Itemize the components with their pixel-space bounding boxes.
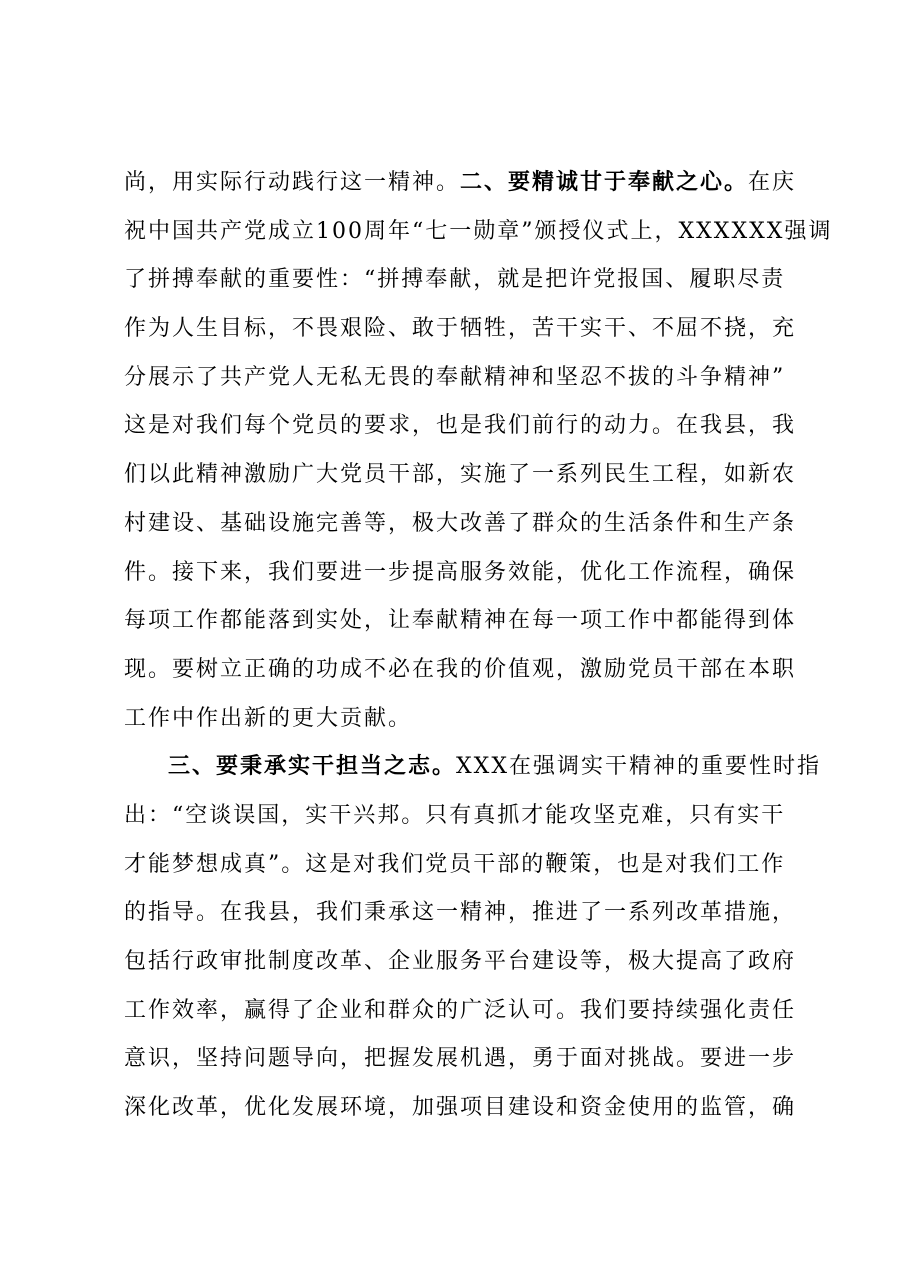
- text-line-paragraph-start: 三、要秉承实干担当之志。XXX在强调实干精神的重要性时指: [168, 754, 822, 780]
- text-line: 这是对我们每个党员的要求，也是我们前行的动力。在我县，我: [124, 413, 797, 439]
- text-line: 分展示了共产党人无私无畏的奉献精神和坚忍不拔的斗争精神”: [124, 364, 786, 390]
- text-line: 们以此精神激励广大党员干部，实施了一系列民生工程，如新农: [124, 462, 797, 488]
- text-line: 深化改革，优化发展环境，加强项目建设和资金使用的监管，确: [124, 1095, 797, 1121]
- text-line: 了拼搏奉献的重要性：“拼搏奉献，就是把许党报国、履职尽责: [124, 267, 786, 293]
- text-line: 工作中作出新的更大贡献。: [124, 705, 413, 731]
- text-line: 现。要树立正确的功成不必在我的价值观，激励党员干部在本职: [124, 656, 797, 682]
- text-line: 意识，坚持问题导向，把握发展机遇，勇于面对挑战。要进一步: [124, 1046, 797, 1072]
- text-line: 包括行政审批制度改革、企业服务平台建设等，极大提高了政府: [124, 949, 797, 974]
- text-line: 件。接下来，我们要进一步提高服务效能，优化工作流程，确保: [124, 559, 797, 585]
- text-line: 才能梦想成真”。这是对我们党员干部的鞭策，也是对我们工作: [124, 851, 786, 877]
- text-line: 出：“空谈误国，实干兴邦。只有真抓才能攻坚克难，只有实干: [124, 802, 786, 828]
- text-line: 工作效率，赢得了企业和群众的广泛认可。我们要持续强化责任: [124, 997, 797, 1023]
- text-line: 村建设、基础设施完善等，极大改善了群众的生活条件和生产条: [124, 510, 797, 536]
- text-line: 每项工作都能落到实处，让奉献精神在每一项工作中都能得到体: [124, 608, 797, 634]
- text-line: 作为人生目标，不畏艰险、敢于牺牲，苦干实干、不屈不挠，充: [124, 316, 797, 342]
- section-heading-2: 二、要精诚甘于奉献之心。: [460, 170, 749, 195]
- text-line: 的指导。在我县，我们秉承这一精神，推进了一系列改革措施，: [124, 900, 797, 926]
- section-heading-3: 三、要秉承实干担当之志。: [168, 754, 457, 780]
- text-line: 尚，用实际行动践行这一精神。二、要精诚甘于奉献之心。在庆: [124, 170, 797, 195]
- text-line: 祝中国共产党成立100周年“七一勋章”颁授仪式上，XXXXXX强调: [124, 218, 833, 244]
- body-text: [124, 159, 833, 1133]
